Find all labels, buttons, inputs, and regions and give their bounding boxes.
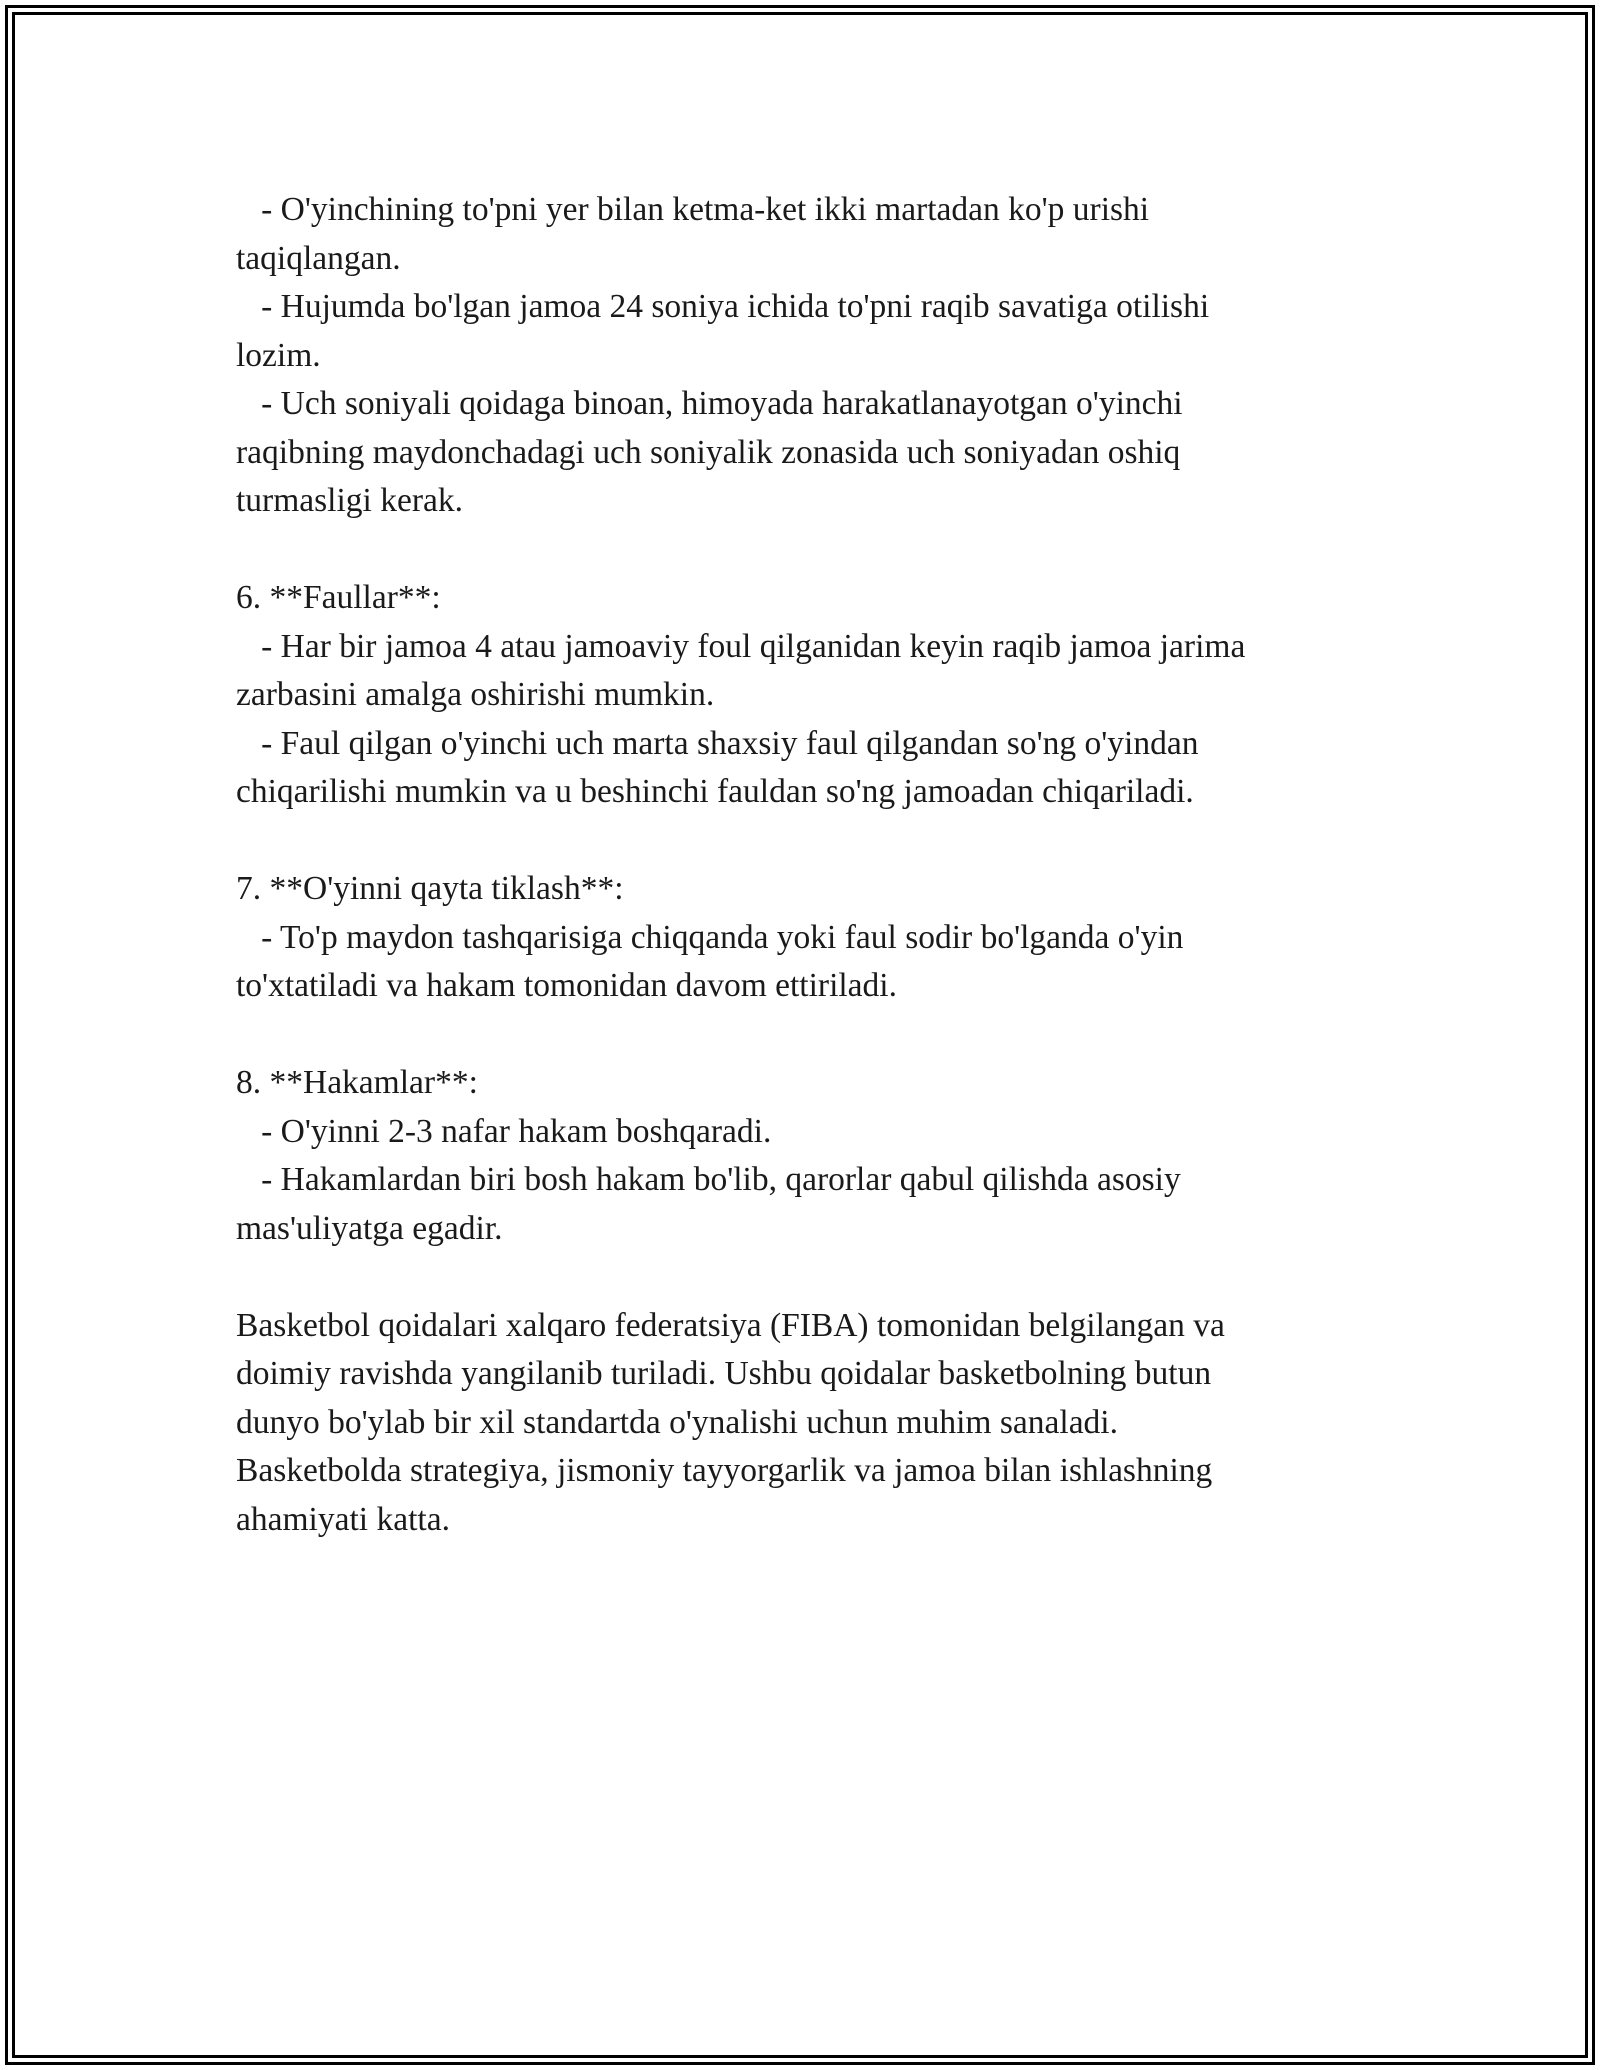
text-line: - Faul qilgan o'yinchi uch marta shaxsiy faul qilgandan so'ng o'yindan xyxy=(236,724,1199,762)
paragraph-gap xyxy=(236,817,1376,866)
text-line: taqiqlangan. xyxy=(236,239,401,277)
text-line: - Hujumda bo'lgan jamoa 24 soniya ichida to'pni raqib savatiga otilishi xyxy=(236,288,1210,325)
text-line: dunyo bo'ylab bir xil standartda o'ynalishi uchun muhim sanaladi. xyxy=(236,1403,1118,1441)
text-line: chiqarilishi mumkin va u beshinchi fauldan so'ng jamoadan chiqariladi. xyxy=(236,773,1194,810)
text-line: ahamiyati katta. xyxy=(236,1500,450,1538)
text-line: mas'uliyatga egadir. xyxy=(236,1209,503,1247)
paragraph-gap xyxy=(236,1253,1376,1302)
text-line: Basketbol qoidalari xalqaro federatsiya (FIBA) tomonidan belgilangan va xyxy=(236,1306,1225,1344)
text-line: zarbasini amalga oshirishi mumkin. xyxy=(236,676,715,713)
document-body xyxy=(236,186,1376,1544)
text-line: - Uch soniyali qoidaga binoan, himoyada harakatlanayotgan o'yinchi xyxy=(236,385,1183,422)
text-line: - Hakamlardan biri bosh hakam bo'lib, qarorlar qabul qilishda asosiy xyxy=(236,1161,1181,1198)
section-heading: 6. **Faullar**: xyxy=(236,579,441,616)
text-line: turmasligi kerak. xyxy=(236,482,463,519)
text-line: - Har bir jamoa 4 atau jamoaviy foul qilganidan keyin raqib jamoa jarima xyxy=(236,627,1246,665)
text-line: lozim. xyxy=(236,336,321,374)
paragraph-gap xyxy=(236,526,1376,575)
text-line: - To'p maydon tashqarisiga chiqqanda yoki faul sodir bo'lganda o'yin xyxy=(236,918,1184,956)
text-line: raqibning maydonchadagi uch soniyalik zonasida uch soniyadan oshiq xyxy=(236,433,1181,471)
text-line: doimiy ravishda yangilanib turiladi. Ushbu qoidalar basketbolning butun xyxy=(236,1355,1212,1392)
section-heading: 8. **Hakamlar**: xyxy=(236,1064,478,1101)
text-line: Basketbolda strategiya, jismoniy tayyorgarlik va jamoa bilan ishlashning xyxy=(236,1452,1213,1489)
paragraph-gap xyxy=(236,1011,1376,1060)
text-line: - O'yinchining to'pni yer bilan ketma-ket ikki martadan ko'p urishi xyxy=(236,191,1150,228)
text-line: - O'yinni 2-3 nafar hakam boshqaradi. xyxy=(236,1112,772,1150)
text-line: to'xtatiladi va hakam tomonidan davom ettiriladi. xyxy=(236,967,897,1004)
section-heading: 7. **O'yinni qayta tiklash**: xyxy=(236,870,624,907)
